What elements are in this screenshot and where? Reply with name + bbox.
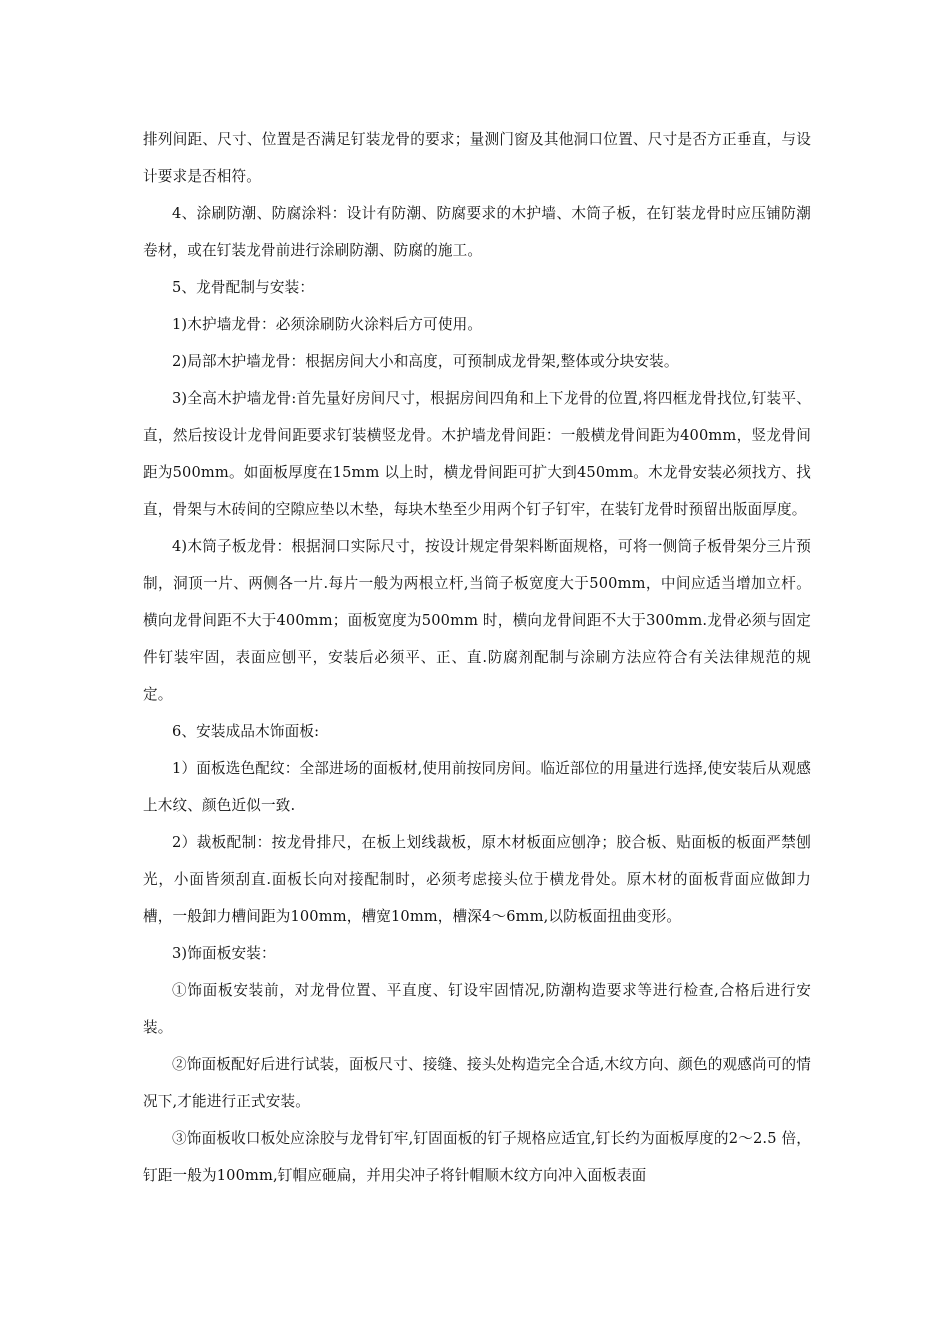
paragraph-substep-3: ③饰面板收口板处应涂胶与龙骨钉牢,钉固面板的钉子规格应适宜,钉长约为面板厚度的2～2.5 倍，钉距一般为100mm,钉帽应砸扁，并用尖冲子将针帽顺木纹方向冲入面板表面 [143,1130,811,1184]
paragraph-step-6-item-3: 3)饰面板安装： [172,945,276,962]
paragraph-step-4: 4、涂刷防潮、防腐涂料：设计有防潮、防腐要求的木护墙、木筒子板，在钉装龙骨时应压铺防潮卷材，或在钉装龙骨前进行涂刷防潮、防腐的施工。 [143,205,811,259]
paragraph-step-5-item-1: 1)木护墙龙骨：必须涂刷防火涂料后方可使用。 [172,316,483,333]
paragraph-step-5-item-3: 3)全高木护墙龙骨:首先量好房间尺寸，根据房间四角和上下龙骨的位置,将四框龙骨找位,钉装平、直，然后按设计龙骨间距要求钉装横竖龙骨。木护墙龙骨间距：一般横龙骨间距为400mm，竖龙骨间距为500mm。如面板厚度在15mm 以上时，横龙骨间距可扩大到450mm。木龙骨安装必须找方、找直，骨架与木砖间的空隙应垫以木垫，每块木垫至少用两个钉子钉牢，在装钉龙骨时预留出版面厚度。 [143,390,811,518]
paragraph-substep-1: ①饰面板安装前，对龙骨位置、平直度、钉设牢固情况,防潮构造要求等进行检查,合格后进行安装。 [143,982,811,1036]
paragraph-step-6-item-2: 2）裁板配制：按龙骨排尺，在板上划线裁板，原木材板面应刨净；胶合板、贴面板的板面严禁刨光，小面皆须刮直.面板长向对接配制时，必须考虑接头位于横龙骨处。原木材的面板背面应做卸力槽，一般卸力槽间距为100mm，槽宽10mm，槽深4～6mm,以防板面扭曲变形。 [143,834,811,925]
paragraph-continuation: 排列间距、尺寸、位置是否满足钉装龙骨的要求；量测门窗及其他洞口位置、尺寸是否方正垂直，与设计要求是否相符。 [143,131,811,185]
paragraph-step-6-heading: 6、安装成品木饰面板: [172,723,320,740]
paragraph-step-5-item-4: 4)木筒子板龙骨：根据洞口实际尺寸，按设计规定骨架料断面规格，可将一侧筒子板骨架分三片预制，洞顶一片、两侧各一片.每片一般为两根立杆,当筒子板宽度大于500mm，中间应适当增加立杆。横向龙骨间距不大于400mm；面板宽度为500mm 时，横向龙骨间距不大于300mm.龙骨必须与固定件钉装牢固，表面应刨平，安装后必须平、正、直.防腐剂配制与涂刷方法应符合有关法律规范的规定。 [143,538,811,703]
document-body [143,121,811,1194]
paragraph-step-5-item-2: 2)局部木护墙龙骨：根据房间大小和高度，可预制成龙骨架,整体或分块安装。 [172,353,679,370]
paragraph-substep-2: ②饰面板配好后进行试装，面板尺寸、接缝、接头处构造完全合适,木纹方向、颜色的观感尚可的情况下,才能进行正式安装。 [143,1056,811,1110]
paragraph-step-5-heading: 5、龙骨配制与安装： [172,279,315,296]
paragraph-step-6-item-1: 1）面板选色配纹：全部进场的面板材,使用前按同房间。临近部位的用量进行选择,使安装后从观感上木纹、颜色近似一致. [143,760,811,814]
